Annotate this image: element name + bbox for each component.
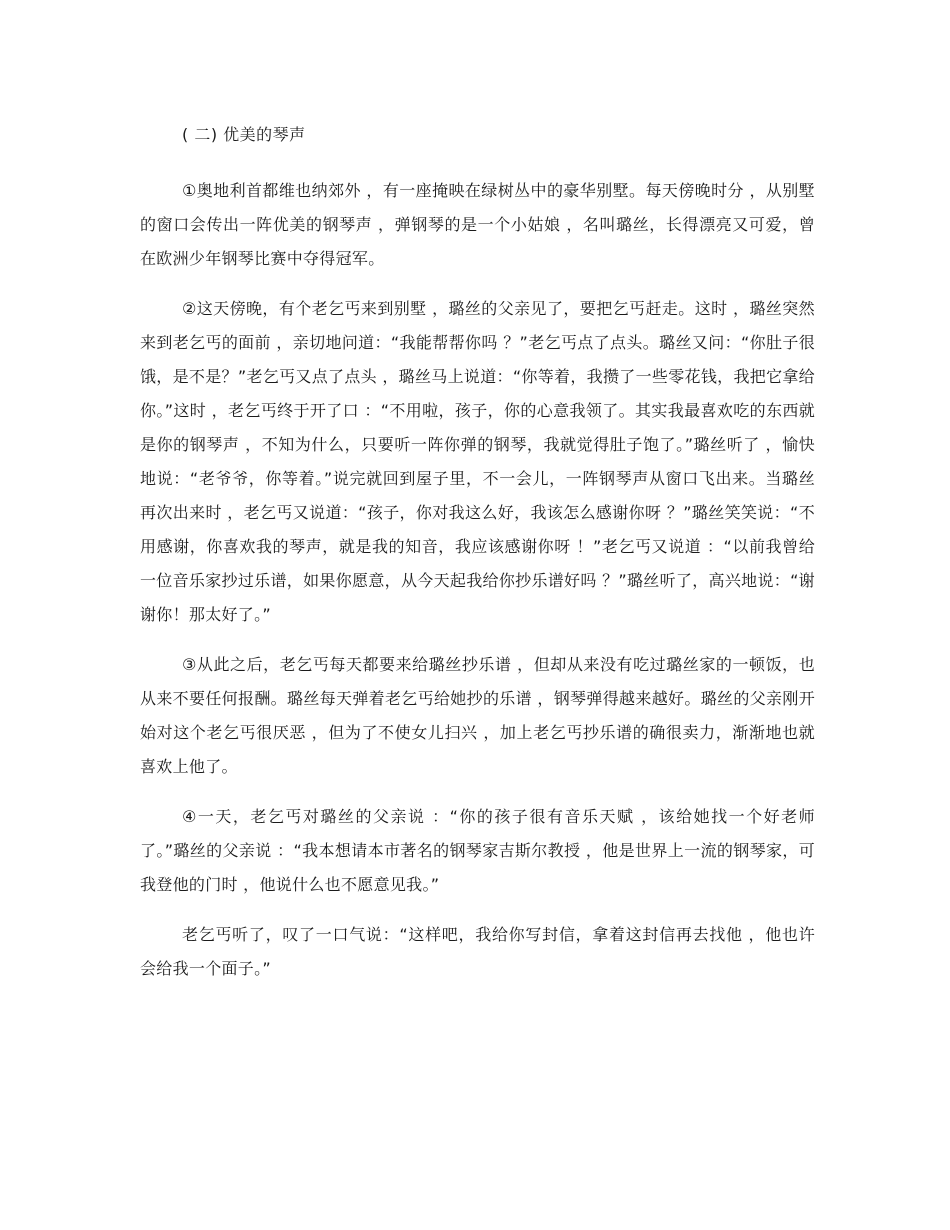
- paragraph-4: ④一天，老乞丐对璐丝的父亲说 ：“你的孩子很有音乐天赋 ，该给她找一个好老师了。”璐丝的父亲说 ：“我本想请本市著名的钢琴家吉斯尔教授 ，他是世界上一流的钢琴家，可我登他的门时 ，他说什么也不愿意见我。”: [140, 807, 815, 894]
- paragraph-1: ①奥地利首都维也纳郊外 ，有一座掩映在绿树丛中的豪华别墅。每天傍晚时分 ，从别墅的窗口会传出一阵优美的钢琴声 ，弹钢琴的是一个小姑娘 ，名叫璐丝，长得漂亮又可爱，曾在欧洲少年钢琴比赛中夺得冠军。: [140, 181, 815, 268]
- paragraph-3: ③从此之后，老乞丐每天都要来给璐丝抄乐谱 ，但却从来没有吃过璐丝家的一顿饭，也从来不要任何报酬。璐丝每天弹着老乞丐给她抄的乐谱 ，钢琴弹得越来越好。璐丝的父亲刚开始对这个老乞丐很厌恶 ，但为了不使女儿扫兴 ，加上老乞丐抄乐谱的确很卖力，渐渐地也就喜欢上他了。: [140, 655, 815, 776]
- paragraph-2: ②这天傍晚，有个老乞丐来到别墅 ，璐丝的父亲见了，要把乞丐赶走。这时 ，璐丝突然来到老乞丐的面前 ，亲切地问道：“我能帮帮你吗 ？”老乞丐点了点头。璐丝又问：“你肚子很饿，是不是？”老乞丐又点了点头 ，璐丝马上说道：“你等着，我攒了一些零花钱，我把它拿给你。”这时 ，老乞丐终于开了口 ：“不用啦，孩子，你的心意我领了。其实我最喜欢吃的东西就是你的钢琴声 ，不知为什么，只要听一阵你弹的钢琴，我就觉得肚子饱了。”璐丝听了 ，愉快地说：“老爷爷，你等着。”说完就回到屋子里，不一会儿，一阵钢琴声从窗口飞出来。当璐丝再次出来时 ，老乞丐又说道：“孩子，你对我这么好，我该怎么感谢你呀 ？”璐丝笑笑说：“不用感谢，你喜欢我的琴声，就是我的知音，我应该感谢你呀 ！”老乞丐又说道 ：“以前我曾给一位音乐家抄过乐谱，如果你愿意，从今天起我给你抄乐谱好吗 ？”璐丝听了，高兴地说：“谢谢你！那太好了。”: [140, 299, 815, 624]
- document-page: [140, 122, 815, 1002]
- paragraph-5: 老乞丐听了，叹了一口气说：“这样吧，我给你写封信，拿着这封信再去找他 ，他也许会给我一个面子。”: [140, 925, 815, 978]
- section-heading: ( 二) 优美的琴声: [182, 125, 306, 144]
